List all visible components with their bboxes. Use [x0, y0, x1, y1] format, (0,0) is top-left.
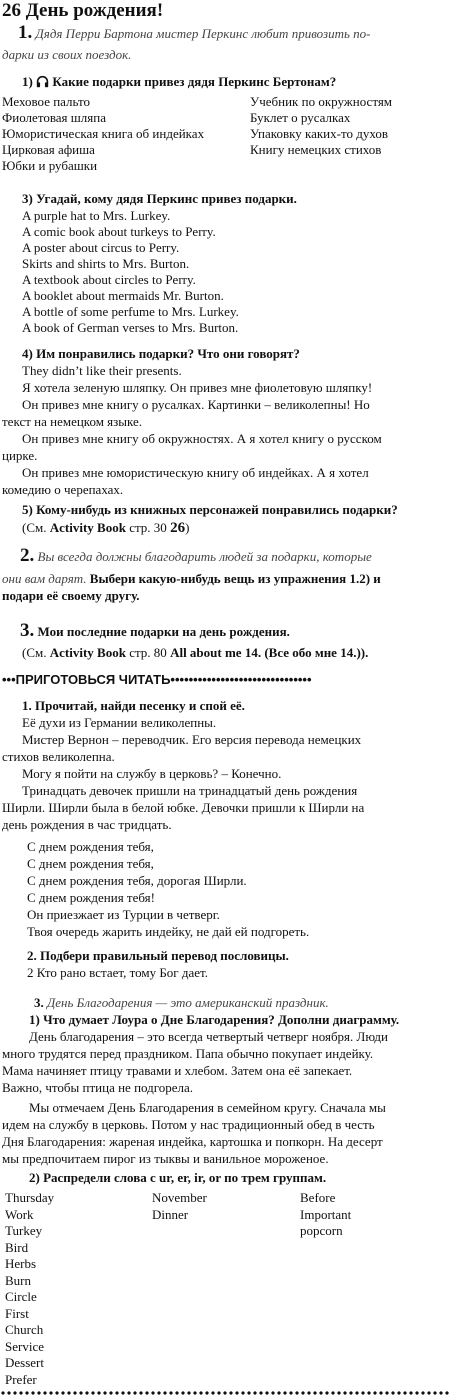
reference-page: стр. 80 — [129, 645, 167, 660]
exercise-2-line3: подари её своему другу. — [2, 588, 140, 603]
question-1-1 — [22, 74, 336, 90]
text-line: идем на службу в церковь. Потом у нас традиционный обед в честь — [2, 1117, 375, 1132]
dotted-divider — [0, 1390, 449, 1396]
song-line: С днем рождения тебя, — [27, 856, 154, 871]
text-line: день рождения в час тридцать. — [2, 817, 172, 832]
text-line: Я хотела зеленую шляпку. Он привез мне фиолетовую шляпку! — [22, 380, 373, 395]
reference-unit: 26 — [170, 520, 186, 536]
exercise-number: 1. — [18, 22, 33, 43]
text-line: комедию о черепахах. — [2, 482, 124, 497]
reference-section: All about me 14. (Все обо мне 14.)). — [170, 645, 369, 660]
text-line: Мама начиняет птицу травами и хлебом. Затем она её запекает. — [2, 1063, 353, 1078]
word-item: Burn — [5, 1272, 31, 1288]
section-banner: •••ПРИГОТОВЬСЯ ЧИТАТЬ••••••••••••••••••••••••••••••• — [2, 672, 312, 687]
song-line: Твоя очередь жарить индейку, не дай ей подгореть. — [27, 924, 310, 939]
word-item: Service — [5, 1338, 44, 1354]
word-item: Herbs — [5, 1256, 37, 1271]
song-line: С днем рождения тебя, дорогая Ширли. — [27, 873, 247, 888]
question-1-3-answers — [22, 208, 239, 336]
list-item: Skirts and shirts to Mrs. Burton. — [22, 256, 190, 271]
reference-open: (См. — [22, 645, 47, 660]
song-line: С днем рождения тебя! — [27, 890, 155, 905]
word-column-2 — [152, 1190, 207, 1223]
list-item: Юбки и рубашки — [2, 158, 98, 173]
text-line: Он привез мне книгу о русалках. Картинки – великолепны! Но — [22, 397, 370, 412]
word-item: Dinner — [152, 1206, 189, 1222]
list-item: Книгу немецких стихов — [250, 142, 382, 157]
song-line: Он приезжает из Турции в четверг. — [27, 907, 220, 922]
exercise-1-intro — [18, 22, 371, 43]
exercise-2-italic: Вы всегда должны благодарить людей за подарки, которые — [37, 549, 372, 564]
list-item: Фиолетовая шляпа — [2, 110, 106, 125]
exercise-number: 2. — [20, 545, 35, 566]
word-item: First — [5, 1305, 29, 1321]
word-item: Work — [5, 1206, 34, 1222]
reading-task-3-heading — [34, 995, 329, 1011]
exercise-1-intro-line1: Дядя Перри Бартона мистер Перкинс любит привозить по- — [35, 26, 371, 41]
word-item: Important — [300, 1206, 352, 1222]
text-line: Важно, чтобы птица не подгорела. — [2, 1080, 194, 1095]
page-title: 26 День рождения! — [2, 0, 164, 21]
activity-book-reference — [22, 645, 368, 661]
reading-task-2: 2. Подбери правильный перевод пословицы. — [27, 948, 289, 963]
list-item: Юмористическая книга об индейках — [2, 126, 205, 141]
exercise-3-title — [20, 620, 290, 641]
exercise-2-line2 — [2, 571, 381, 587]
word-item: Church — [5, 1322, 44, 1337]
question-1-4: 4) Им понравились подарки? Что они говорят? — [22, 346, 300, 361]
text-line: They didn’t like their presents. — [22, 363, 182, 378]
reference-book: Activity Book — [49, 645, 126, 660]
exercise-2-italic: они вам дарят. — [2, 571, 87, 586]
gift-list-left — [2, 94, 204, 174]
question-1-5: 5) Кому-нибудь из книжных персонажей понравились подарки? — [22, 502, 398, 517]
task-heading: День Благодарения — это американский праздник. — [47, 995, 329, 1010]
reference-open: (См. — [22, 520, 47, 535]
task-number: 3. — [34, 995, 44, 1010]
exercise-2-line1 — [20, 545, 372, 566]
reading-task-1: 1. Прочитай, найди песенку и спой её. — [22, 698, 245, 713]
text-line: Ширли. Ширли была в белой юбке. Девочки пришли к Ширли на — [2, 800, 365, 815]
list-item: A book of German verses to Mrs. Burton. — [22, 320, 239, 335]
reference-page: стр. 30 — [129, 520, 167, 535]
word-item: November — [152, 1190, 207, 1205]
text-line: Он привез мне юмористическую книгу об индейках. А я хотел — [22, 465, 369, 480]
list-item: A textbook about circles to Perry. — [22, 272, 196, 287]
song-line: С днем рождения тебя, — [27, 839, 154, 854]
exercise-1-intro-line2: дарки из своих поездок. — [2, 47, 132, 62]
text-line: мы предпочитаем пирог из тыквы и ванильное мороженое. — [2, 1151, 329, 1166]
word-item: Before — [300, 1190, 336, 1205]
text-line: текст на немецком языке. — [2, 414, 143, 429]
list-item: Цирковая афиша — [2, 142, 95, 157]
text-line: Дня Благодарения: жареная индейка, картошка и попкорн. На десерт — [2, 1134, 383, 1149]
word-item: Turkey — [5, 1223, 43, 1238]
question-text: Какие подарки привез дядя Перкинс Бертонам? — [52, 74, 337, 89]
word-item: Bird — [5, 1239, 29, 1255]
text-line: цирке. — [2, 448, 38, 463]
text-line: Тринадцать девочек пришли на тринадцатый день рождения — [22, 783, 358, 798]
reference-book: Activity Book — [49, 520, 126, 535]
exercise-2-task: Выбери какую-нибудь вещь из упражнения 1.2) и — [89, 571, 381, 586]
word-column-3 — [300, 1190, 351, 1240]
list-item: A poster about circus to Perry. — [22, 240, 180, 255]
text-line: Могу я пойти на службу в церковь? – Конечно. — [22, 766, 282, 781]
list-item: Меховое пальто — [2, 94, 90, 109]
text-line: Мы отмечаем День Благодарения в семейном кругу. Сначала мы — [29, 1100, 386, 1115]
text-line: стихов великолепна. — [2, 749, 115, 764]
reading-task-3-q1: 1) Что думает Лоура о Дне Благодарения? Дополни диаграмму. — [29, 1012, 400, 1027]
proverb-answer: 2 Кто рано встает, тому Бог дает. — [27, 965, 208, 980]
text-line: День благодарения – это всегда четвертый четверг ноября. Люди — [29, 1029, 388, 1044]
list-item: A bottle of some perfume to Mrs. Lurkey. — [22, 304, 239, 319]
list-item: Упаковку каких-то духов — [250, 126, 388, 141]
word-item: Dessert — [5, 1355, 44, 1370]
word-column-1 — [5, 1190, 54, 1388]
reading-task-3-q2: 2) Распредели слова с ur, er, ir, or по трем группам. — [29, 1170, 327, 1185]
list-item: A booklet about mermaids Mr. Burton. — [22, 288, 224, 303]
text-line: Он привез мне книгу об окружностях. А я хотел книгу о русском — [22, 431, 382, 446]
question-number: 1) — [22, 74, 33, 89]
word-item: popcorn — [300, 1223, 343, 1238]
headphones-icon — [36, 75, 49, 88]
song — [27, 838, 309, 940]
word-item: Thursday — [5, 1190, 55, 1205]
word-item: Prefer — [5, 1371, 37, 1387]
exercise-number: 3. — [20, 620, 35, 641]
gift-list-right — [250, 94, 392, 158]
text-line: много трудятся перед праздником. Папа обычно покупает индейку. — [2, 1046, 374, 1061]
exercise-3-title-text: Мои последние подарки на день рождения. — [37, 624, 290, 639]
text-line: Её духи из Германии великолепны. — [22, 715, 217, 730]
activity-book-reference — [22, 520, 189, 536]
list-item: A comic book about turkeys to Perry. — [22, 224, 216, 239]
word-item: Circle — [5, 1289, 37, 1304]
reference-close: ) — [185, 520, 190, 535]
question-1-3: 3) Угадай, кому дядя Перкинс привез подарки. — [22, 191, 297, 206]
list-item: Буклет о русалках — [250, 110, 351, 125]
text-line: Мистер Вернон – переводчик. Его версия перевода немецких — [22, 732, 362, 747]
list-item: A purple hat to Mrs. Lurkey. — [22, 208, 171, 223]
list-item: Учебник по окружностям — [250, 94, 393, 109]
